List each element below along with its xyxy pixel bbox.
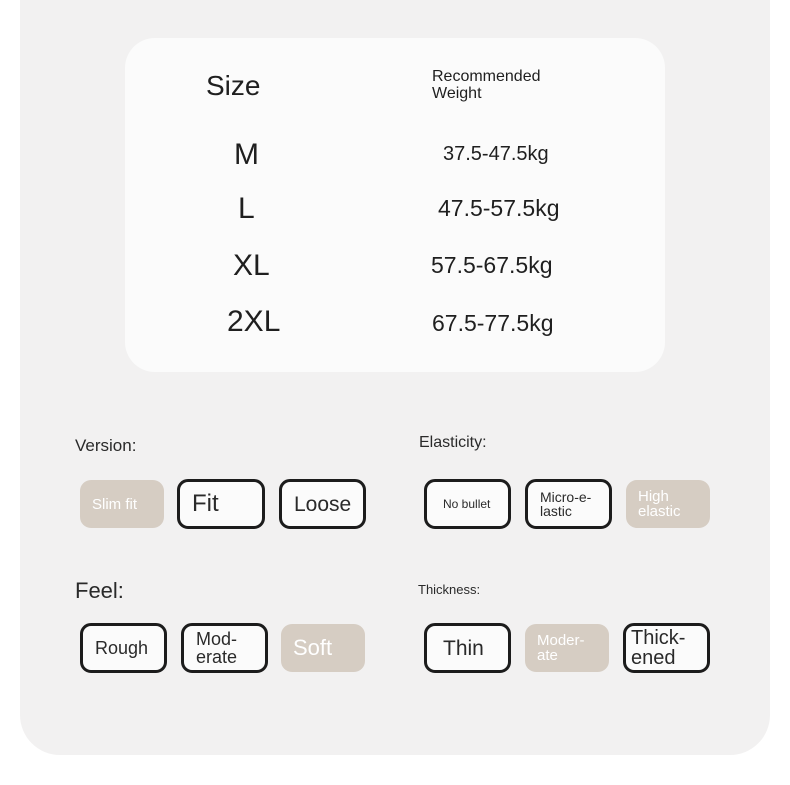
feel-option-moderate[interactable]: [181, 623, 268, 673]
feel-label: Feel:: [75, 578, 124, 603]
size-label: 2XL: [227, 305, 281, 338]
version-option-fit[interactable]: [177, 479, 265, 529]
thickness-option-thin[interactable]: [424, 623, 511, 673]
option-label-line2: ened: [631, 647, 676, 669]
size-label: XL: [233, 249, 270, 282]
weight-header-line2: Weight: [432, 85, 482, 102]
option-label-line2: elastic: [638, 503, 681, 520]
option-label: No bullet: [443, 497, 491, 511]
weight-range: 67.5-77.5kg: [432, 310, 554, 336]
option-label: Thin: [443, 636, 484, 660]
thickness-option-thickened[interactable]: [623, 623, 710, 673]
size-label: L: [238, 192, 255, 225]
option-label: Slim fit: [92, 495, 137, 513]
version-option-slim-fit[interactable]: [80, 480, 164, 528]
size-label: M: [234, 138, 259, 171]
option-label: Loose: [294, 492, 352, 516]
option-label-line1: Thick-: [631, 627, 686, 649]
elasticity-label: Elasticity:: [419, 434, 487, 451]
option-label-line1: Moder-: [537, 632, 585, 649]
weight-column-header: [432, 68, 572, 102]
weight-range: 37.5-47.5kg: [443, 143, 549, 165]
thickness-label: Thickness:: [418, 582, 481, 597]
version-label: Version:: [75, 436, 137, 455]
elasticity-option-no-bullet[interactable]: [424, 479, 511, 529]
option-label-line1: Mod-: [196, 629, 238, 649]
option-label-line1: Micro-e-: [540, 489, 592, 505]
option-label-line2: lastic: [540, 503, 572, 519]
feel-option-rough[interactable]: [80, 623, 167, 673]
elasticity-option-high-elastic[interactable]: [626, 480, 710, 528]
option-label: Fit: [192, 490, 219, 517]
weight-range: 47.5-57.5kg: [438, 195, 560, 221]
version-option-loose[interactable]: [279, 479, 366, 529]
elasticity-option-micro-elastic[interactable]: [525, 479, 612, 529]
thickness-option-moderate[interactable]: [525, 624, 609, 672]
weight-range: 57.5-67.5kg: [431, 252, 553, 278]
option-label-line2: ate: [537, 647, 558, 664]
feel-option-soft[interactable]: [281, 624, 365, 672]
option-label-line2: erate: [196, 647, 238, 667]
option-label: Rough: [95, 638, 149, 658]
size-column-header: Size: [206, 70, 261, 101]
weight-header-line1: Recommended: [432, 68, 541, 85]
option-label: Soft: [293, 635, 333, 660]
option-label-line1: High: [638, 488, 669, 505]
